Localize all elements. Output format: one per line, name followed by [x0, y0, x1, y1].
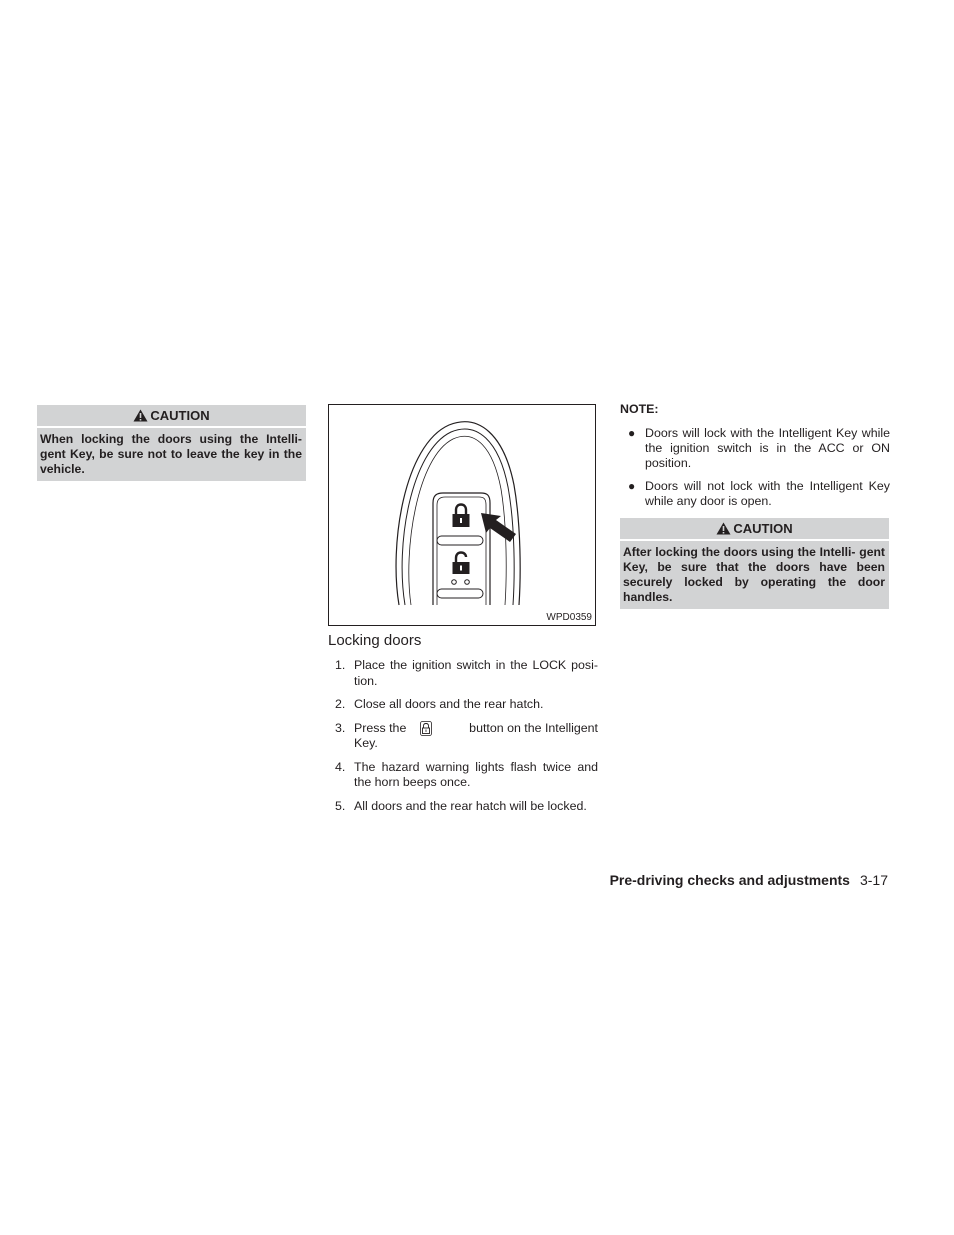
intelligent-key-figure: [328, 404, 596, 626]
figure-code: WPD0359: [546, 612, 592, 623]
dots-icon: [449, 578, 475, 586]
list-item: 5. All doors and the rear hatch will be locked.: [335, 798, 587, 813]
right-caution-box: [620, 518, 889, 609]
caution-header: [37, 405, 306, 428]
arrow-icon: [479, 511, 519, 545]
caution-title: CAUTION: [150, 408, 210, 423]
list-item: ● Doors will not lock with the Intelligent Key while any door is open.: [620, 479, 890, 509]
caution-text: When locking the doors using the Intelli- gent Key, be sure not to leave the key in the vehicle.: [40, 432, 302, 476]
steps-list: [328, 658, 598, 822]
warning-icon: [716, 522, 731, 535]
page-number: 3-17: [859, 872, 888, 888]
left-caution-box: [37, 405, 306, 481]
list-item: 1. Place the ignition switch in the LOCK posi- tion.: [335, 658, 598, 688]
lock-icon: [451, 503, 471, 529]
footer-section: Pre-driving checks and adjustments: [609, 872, 850, 888]
list-item: 2. Close all doors and the rear hatch.: [335, 697, 544, 711]
bullet-icon: ●: [628, 479, 636, 493]
list-item: 3. Press the button on the Intelligent Key.: [335, 720, 598, 750]
warning-icon: [133, 409, 148, 422]
unlock-icon: [451, 551, 473, 577]
caution-header: [620, 518, 889, 541]
page-footer: [610, 872, 888, 888]
list-item: 4. The hazard warning lights flash twice and the horn beeps once.: [335, 759, 598, 789]
section-heading: Locking doors: [328, 632, 422, 649]
lock-button-icon: [420, 721, 432, 736]
list-item: ● Doors will lock with the Intelligent Key while the ignition switch is in the ACC or ON position.: [620, 426, 890, 471]
caution-title: CAUTION: [733, 521, 793, 536]
note-label: NOTE:: [620, 402, 659, 416]
bullet-icon: ●: [628, 426, 636, 440]
note-bullets: [620, 426, 890, 517]
caution-text: After locking the doors using the Intelli- gent Key, be sure that the doors have been securely locked by operating the door handles.: [623, 545, 885, 604]
